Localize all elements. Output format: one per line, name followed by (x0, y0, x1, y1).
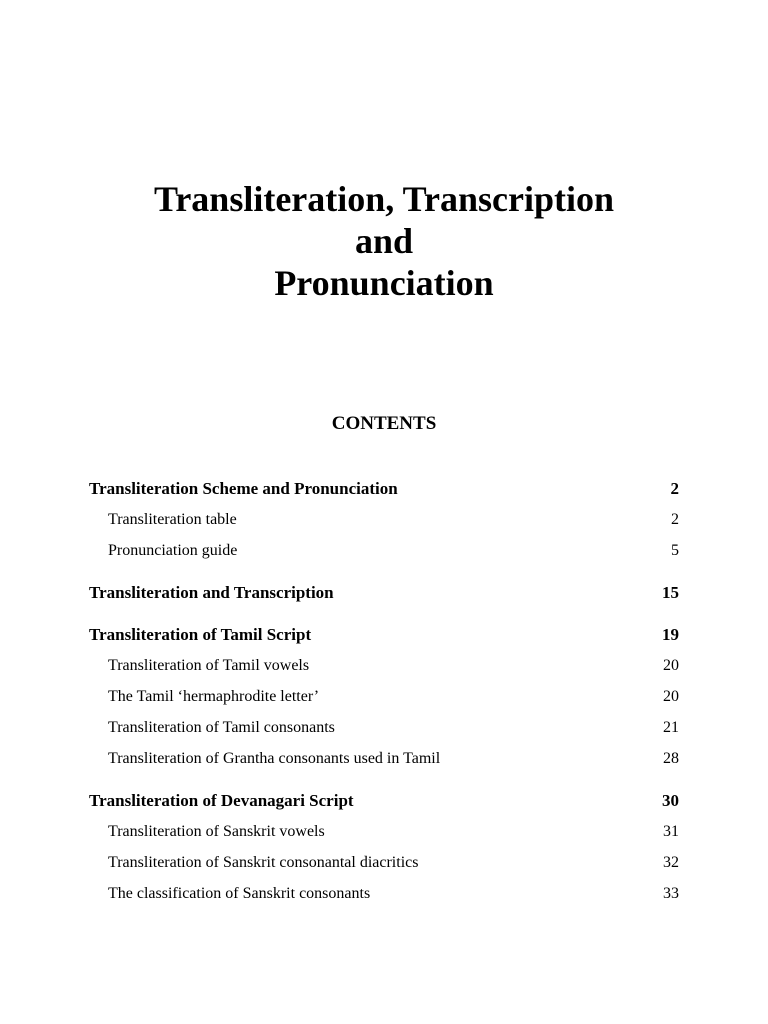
toc-entry-title: The Tamil ‘hermaphrodite letter’ (108, 688, 320, 705)
toc-entry[interactable] (0, 747, 768, 771)
toc-entry[interactable] (0, 623, 768, 647)
toc-entry-page: 5 (671, 542, 679, 559)
toc-entry[interactable] (0, 654, 768, 678)
toc-entry-page: 20 (663, 688, 679, 705)
toc-entry-page: 31 (663, 823, 679, 840)
toc-entry[interactable] (0, 820, 768, 844)
title-line: Transliteration, Transcription (153, 179, 614, 219)
toc-entry-page: 20 (663, 657, 679, 674)
toc-entry[interactable] (0, 685, 768, 709)
toc-entry[interactable] (0, 508, 768, 532)
toc-entry-page: 30 (662, 791, 679, 810)
toc-entry-title: Transliteration of Tamil Script (89, 625, 312, 644)
toc-entry-title: Transliteration of Grantha consonants used in Tamil (108, 750, 441, 767)
toc-entry-page: 32 (663, 854, 679, 871)
toc-entry[interactable] (0, 539, 768, 563)
toc-entry-page: 2 (670, 479, 679, 498)
toc-entry-title: Transliteration of Tamil vowels (108, 657, 310, 674)
toc-entry-page: 15 (662, 583, 679, 602)
toc-entry-page: 21 (663, 719, 679, 736)
toc-entry-title: Transliteration and Transcription (89, 583, 334, 602)
title-line: and (354, 221, 414, 261)
toc-entry[interactable] (0, 882, 768, 906)
toc-entry-page: 19 (662, 625, 679, 644)
toc-entry-title: Pronunciation guide (108, 542, 238, 559)
toc-entry-title: Transliteration of Devanagari Script (89, 791, 354, 810)
contents-heading: CONTENTS (331, 413, 437, 434)
toc-entry[interactable] (0, 581, 768, 605)
toc-entry-title: Transliteration table (108, 511, 237, 528)
toc-entry[interactable] (0, 851, 768, 875)
toc-entry[interactable] (0, 716, 768, 740)
toc-entry[interactable] (0, 789, 768, 813)
toc-entry-title: Transliteration of Sanskrit consonantal diacritics (108, 854, 419, 871)
toc-entry-title: Transliteration Scheme and Pronunciation (89, 479, 398, 498)
title-line: Pronunciation (274, 263, 494, 303)
toc-entry-title: The classification of Sanskrit consonants (108, 885, 371, 902)
toc-entry-page: 28 (663, 750, 679, 767)
toc-entry[interactable] (0, 477, 768, 501)
toc-entry-page: 33 (663, 885, 679, 902)
toc-entry-title: Transliteration of Tamil consonants (108, 719, 335, 736)
toc-entry-page: 2 (671, 511, 679, 528)
toc-entry-title: Transliteration of Sanskrit vowels (108, 823, 325, 840)
